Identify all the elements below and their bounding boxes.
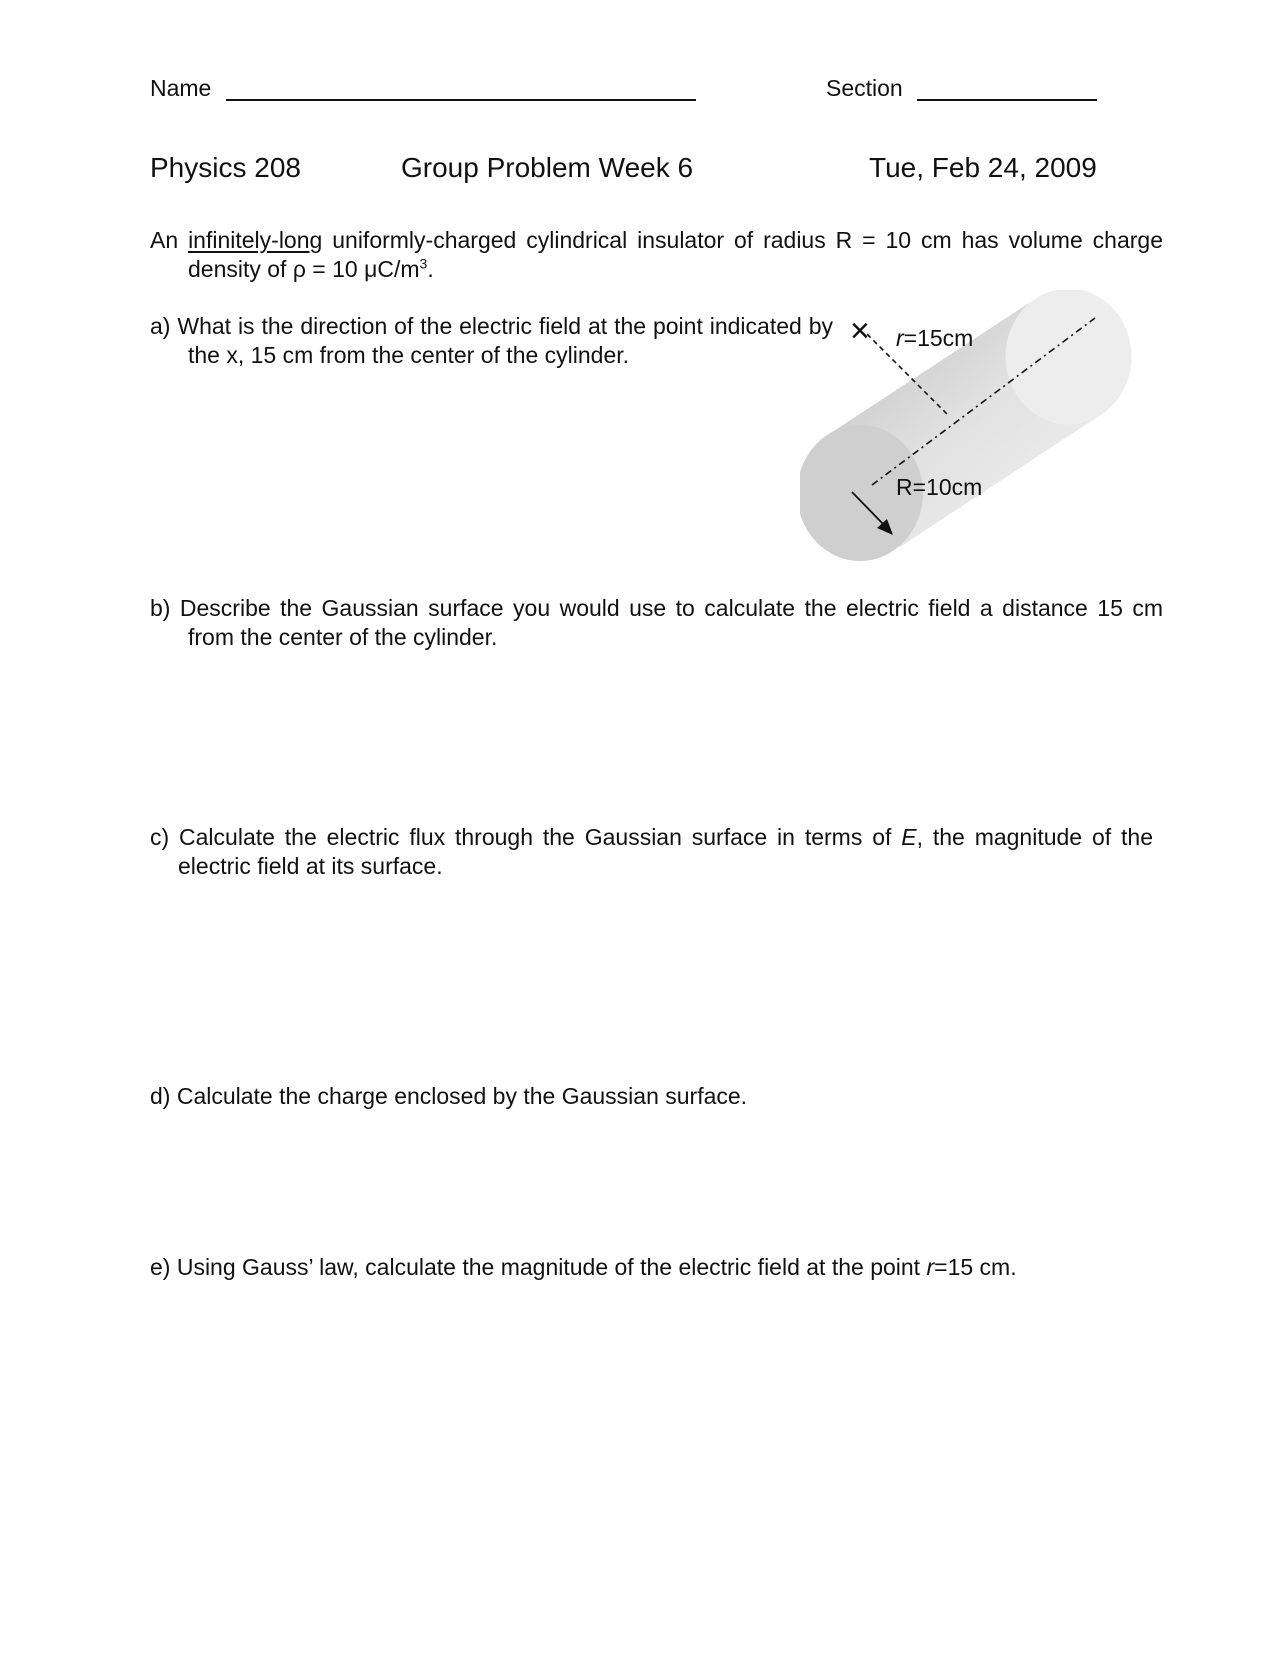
- r-label-value: =15cm: [903, 325, 974, 351]
- intro-superscript: 3: [419, 255, 428, 272]
- assignment-title: Group Problem Week 6: [401, 152, 694, 183]
- cylinder-far-cap: [1006, 290, 1132, 425]
- intro-rest: uniformly-charged cylindrical insulator of radius R = 10 cm has volume charge density of ρ = 10 μC/m: [188, 227, 1163, 282]
- radius-label: R=10cm: [896, 474, 983, 500]
- intro-end: .: [427, 256, 434, 282]
- question-b: b) Describe the Gaussian surface you would use to calculate the electric field a distance 15 cm from the center of the cylinder.: [150, 595, 1163, 650]
- question-c: [150, 823, 1153, 881]
- question-a: a) What is the direction of the electric field at the point indicated by the x, 15 cm from the center of the cylinder.: [150, 313, 833, 368]
- r-label: [896, 325, 973, 351]
- cylinder-diagram: [800, 290, 1140, 570]
- question-e-prefix: e) Using Gauss’ law, calculate the magnitude of the electric field at the point: [150, 1254, 921, 1280]
- question-c-var: E: [901, 824, 917, 850]
- name-field-line[interactable]: [226, 99, 696, 101]
- section-field-line[interactable]: [917, 99, 1097, 101]
- question-c-prefix: c) Calculate the electric flux through the Gaussian surface in terms of: [150, 824, 892, 850]
- field-point-marker: ×: [850, 312, 870, 350]
- r-label-var: r: [896, 325, 904, 351]
- assignment-date: Tue, Feb 24, 2009: [869, 152, 1097, 183]
- intro-prefix: An: [150, 227, 179, 253]
- problem-statement: [150, 226, 1163, 284]
- course-title: Physics 208: [150, 152, 301, 183]
- intro-underlined: infinitely-long: [188, 227, 323, 253]
- question-e-suffix: =15 cm.: [934, 1254, 1017, 1280]
- question-c-suffix: , the magnitude of the electric field at its surface.: [178, 824, 1153, 879]
- question-e: [150, 1253, 1017, 1282]
- question-e-var: r: [926, 1254, 935, 1280]
- section-label: Section: [826, 75, 903, 101]
- question-d: d) Calculate the charge enclosed by the Gaussian surface.: [150, 1083, 748, 1109]
- name-label: Name: [150, 75, 212, 101]
